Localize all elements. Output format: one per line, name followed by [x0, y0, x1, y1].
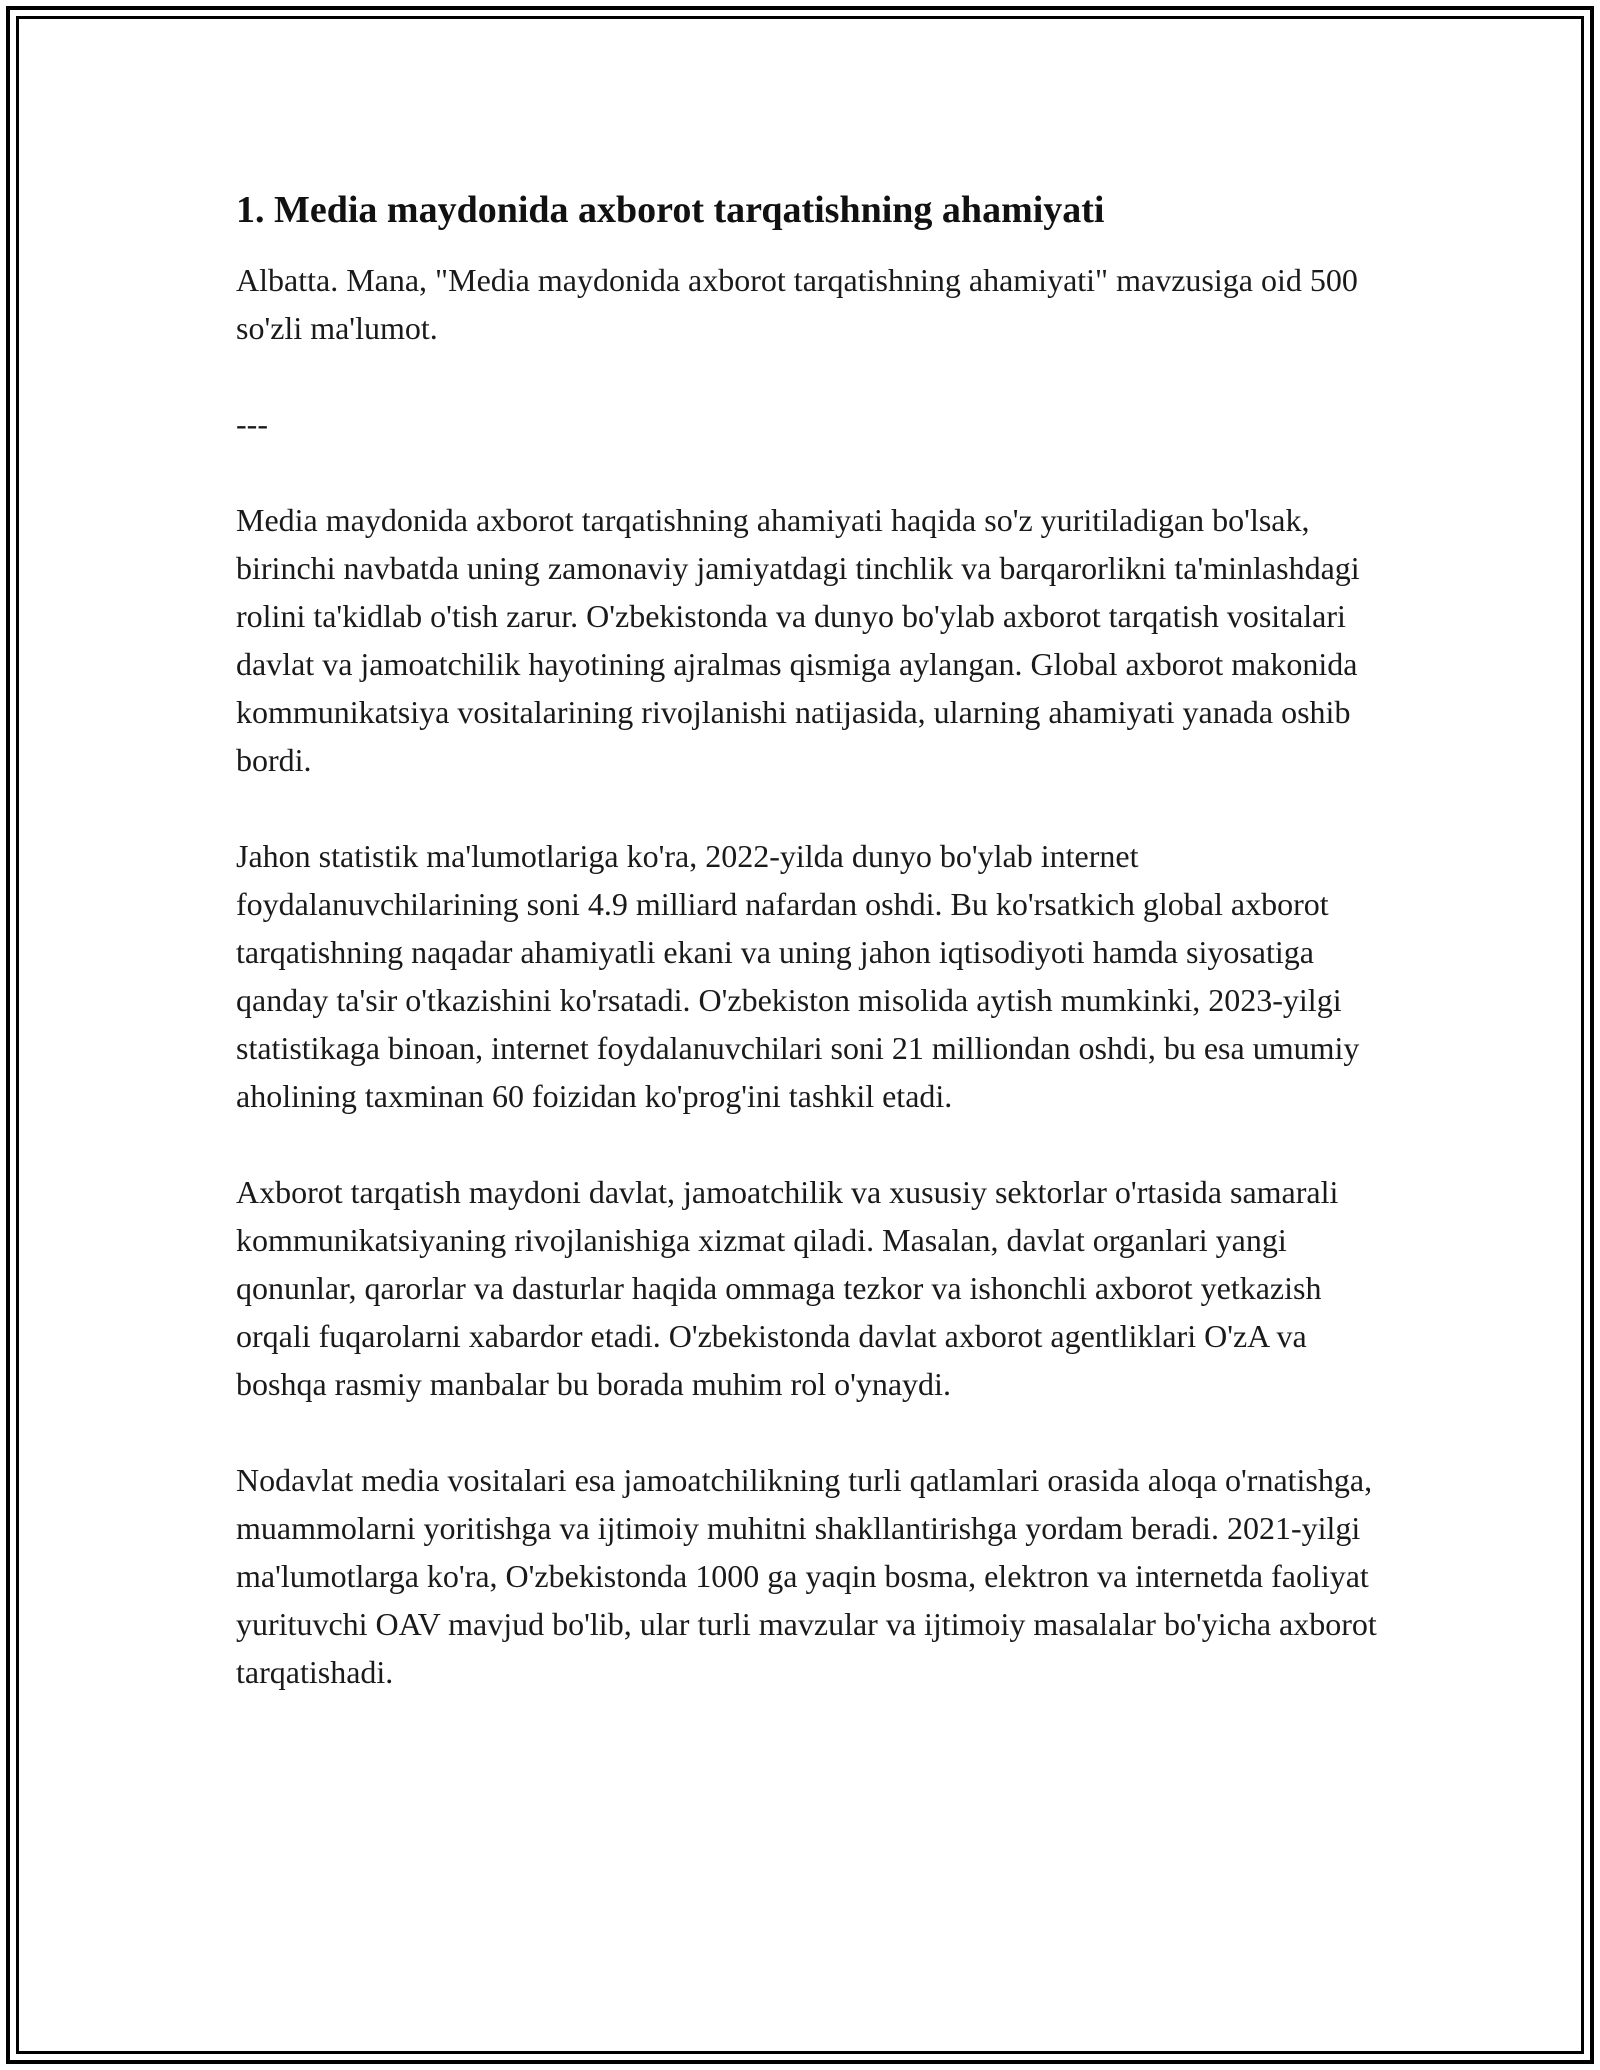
separator-line: ---: [236, 406, 268, 442]
intro-paragraph: Albatta. Mana, "Media maydonida axborot tarqatishning ahamiyati" mavzusiga oid 500 so'zli ma'lumot.: [236, 262, 1358, 346]
paragraph-1: Media maydonida axborot tarqatishning ahamiyati haqida so'z yuritiladigan bo'lsak, birinchi navbatda uning zamonaviy jamiyatdagi tinchlik va barqarorlikni ta'minlashdagi rolini ta'kidlab o'tish zarur. O'zbekistonda va dunyo bo'ylab axborot tarqatish vositalari davlat va jamoatchilik hayotining ajralmas qismiga aylangan. Global axborot makonida kommunikatsiya vositalarining rivojlanishi natijasida, ularning ahamiyati yanada oshib bordi.: [236, 502, 1360, 778]
paragraph-3: Axborot tarqatish maydoni davlat, jamoatchilik va xususiy sektorlar o'rtasida samarali kommunikatsiyaning rivojlanishiga xizmat qiladi. Masalan, davlat organlari yangi qonunlar, qarorlar va dasturlar haqida ommaga tezkor va ishonchli axborot yetkazish orqali fuqarolarni xabardor etadi. O'zbekistonda davlat axborot agentliklari O'zA va boshqa rasmiy manbalar bu borada muhim rol o'ynaydi.: [236, 1174, 1339, 1402]
paragraph-4: Nodavlat media vositalari esa jamoatchilikning turli qatlamlari orasida aloqa o'rnatishga, muammolarni yoritishga va ijtimoiy muhitni shakllantirishga yordam beradi. 2021-yilgi ma'lumotlarga ko'ra, O'zbekistonda 1000 ga yaqin bosma, elektron va internetda faoliyat yurituvchi OAV mavjud bo'lib, ular turli mavzular va ijtimoiy masalalar bo'yicha axborot tarqatishadi.: [236, 1462, 1377, 1690]
paragraph-2: Jahon statistik ma'lumotlariga ko'ra, 2022-yilda dunyo bo'ylab internet foydalanuvchilarining soni 4.9 milliard nafardan oshdi. Bu ko'rsatkich global axborot tarqatishning naqadar ahamiyatli ekani va uning jahon iqtisodiyoti hamda siyosatiga qanday ta'sir o'tkazishini ko'rsatadi. O'zbekiston misolida aytish mumkinki, 2023-yilgi statistikaga binoan, internet foydalanuvchilari soni 21 milliondan oshdi, bu esa umumiy aholining taxminan 60 foizidan ko'prog'ini tashkil etadi.: [236, 838, 1360, 1114]
document-body: [236, 186, 1396, 1744]
section-heading: 1. Media maydonida axborot tarqatishning ahamiyati: [236, 189, 1105, 231]
